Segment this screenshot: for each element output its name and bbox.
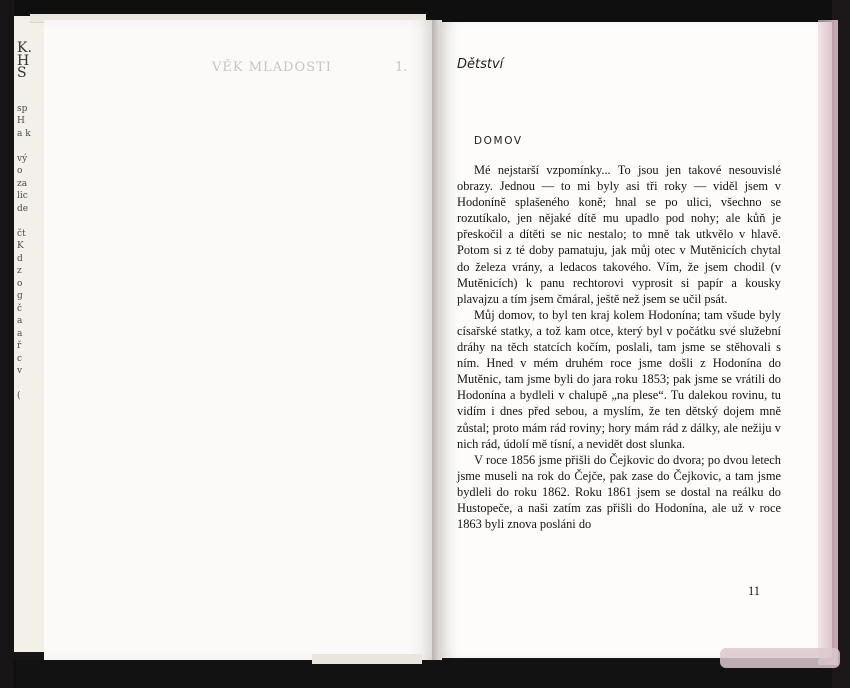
peek-line: a	[17, 328, 23, 339]
page-number: 11	[748, 584, 761, 598]
peek-line: za	[17, 178, 28, 189]
peek-line: d	[17, 253, 23, 264]
left-blank-page	[44, 20, 436, 660]
peek-line: H	[17, 52, 30, 69]
peek-line: H	[17, 116, 25, 126]
peek-line: a k	[17, 128, 31, 139]
show-through-header: VĚK MLADOSTI	[212, 60, 332, 75]
peek-line: v	[17, 366, 23, 376]
peek-line: S	[17, 65, 27, 81]
body-text	[457, 162, 781, 532]
peek-line: K	[17, 241, 24, 251]
peek-line	[17, 215, 47, 228]
peek-line: K.	[17, 40, 32, 56]
peek-line: de	[17, 203, 29, 214]
section-title: Dětství	[457, 57, 504, 72]
peek-line: z	[17, 266, 22, 276]
peek-line: o	[17, 166, 23, 176]
peek-line: g	[17, 291, 23, 301]
peek-text-column	[17, 40, 47, 403]
paragraph: Můj domov, to byl ten kraj kolem Hodonína; tam všude byly císařské statky, a tož kam otce, který byl v počátku své služební dráhy na těch statcích kočím, poslali, tam jsme se stěhovali s ním. Hned v mém druhém roce jsme došli z Hodonína do Mutěnic, tam jsme byli do jara roku 1853; pak jsme se vrátili do Hodonína a bydleli v chalupě „na plese“. Tu dalekou rovinu, tu vidím i dnes před sebou, a myslím, že ten dětský dojem mně zůstal; proto mám rád roviny; hory mám rád z dálky, ale nežiju v nich rád, údolí mě tísní, a nevidět dost slunka.	[457, 307, 781, 451]
peek-line	[17, 140, 47, 153]
peek-line: ř	[17, 341, 22, 351]
peek-line	[17, 90, 47, 103]
background-left	[0, 0, 14, 688]
peek-line: sp	[17, 103, 28, 114]
chapter-title: DOMOV	[474, 135, 523, 147]
peek-line: čt	[17, 228, 26, 239]
peek-line: o	[17, 278, 23, 289]
show-through-number: 1.	[395, 60, 408, 75]
paragraph: Mé nejstarší vzpomínky... To jsou jen takové nesouvislé obrazy. Jednou — to mi byly asi tři roky — viděl jsem v Hodoníně splašeného koně; hnal se po ulici, všechno se rozutíkalo, jen nějaké dítě mu upadlo pod nohy; ale kůň je přeskočil a dítěti se nic nestalo; to mně tak utkvělo v hlavě. Potom si z té doby pamatuju, jak můj otec v Mutěnicích chytal do železa vrány, a ledacos takového. Vím, že jsem chodil (v Mutěnicích) k panu rechtorovi vyprosit si papír a kousky plavajzu a tím jsem čmáral, ještě než jsem se učil psát.	[457, 163, 781, 306]
bottom-page-edge	[312, 654, 422, 664]
peek-line	[17, 378, 47, 391]
finger-blur-right	[818, 20, 838, 665]
peek-line: a	[17, 316, 23, 326]
peek-line: c	[17, 353, 23, 364]
peek-line: (	[17, 391, 21, 401]
peek-line: lic	[17, 191, 28, 201]
paragraph: V roce 1856 jsme přišli do Čejkovic do dvora; po dvou letech jsme museli na rok do Čejče, pak zase do Čejkovic, a tam jsme bydleli do roku 1862. Roku 1861 jsem se dostal na reálku do Hustopeče, a naši zatím zas přišli do Hodonína, ale už v roce 1863 byli znova posláni do	[457, 452, 781, 532]
finger-blur-bottom	[720, 648, 840, 668]
peek-line: č	[17, 303, 23, 314]
peek-line: vý	[17, 153, 28, 164]
